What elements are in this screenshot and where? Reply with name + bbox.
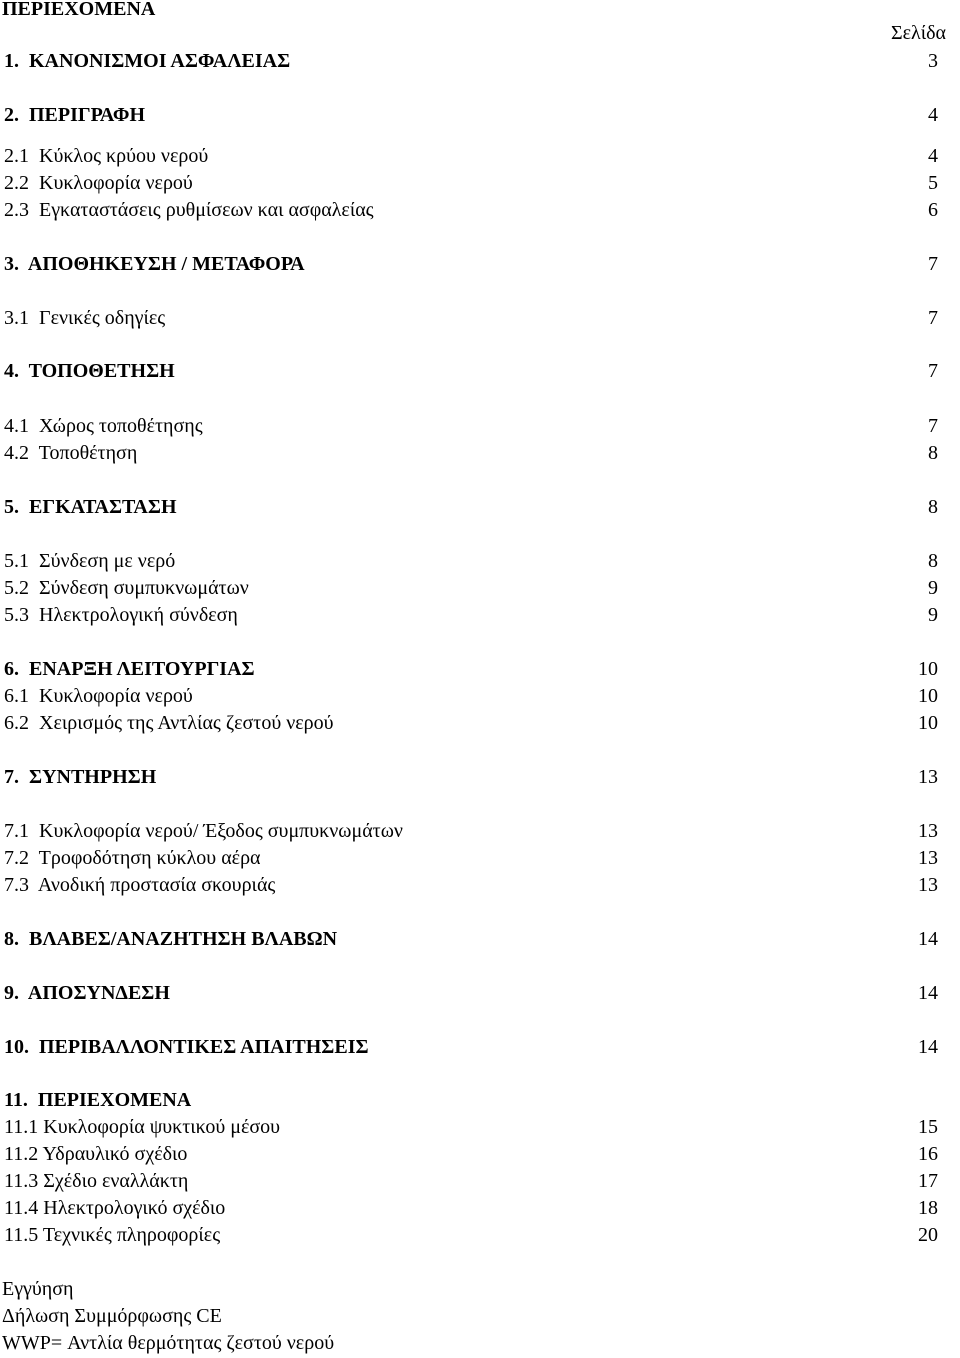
toc-entry-label: 11.1 Κυκλοφορία ψυκτικού μέσου bbox=[4, 1116, 281, 1138]
toc-entry-label: 3. ΑΠΟΘΗΚΕΥΣΗ / ΜΕΤΑΦΟΡΑ bbox=[4, 253, 305, 275]
toc-entry-label: 11. ΠΕΡΙΕΧΟΜΕΝΑ bbox=[4, 1089, 192, 1111]
toc-entry-page: 4 bbox=[928, 145, 938, 167]
toc-entry bbox=[0, 845, 960, 871]
toc-entry-label: 5.2 Σύνδεση συμπυκνωμάτων bbox=[4, 577, 249, 599]
toc-entry-label: 9. ΑΠΟΣΥΝΔΕΣΗ bbox=[4, 982, 170, 1004]
toc-entry bbox=[0, 413, 960, 439]
footer-line: Εγγύηση bbox=[2, 1278, 74, 1300]
toc-entry-page: 7 bbox=[928, 307, 938, 329]
toc-entry-label: 6.2 Χειρισμός της Αντλίας ζεστού νερού bbox=[4, 712, 334, 734]
toc-entry-page: 9 bbox=[928, 577, 938, 599]
toc-entry bbox=[0, 1222, 960, 1248]
toc-entry-label: 2.2 Κυκλοφορία νερού bbox=[4, 172, 193, 194]
toc-entry-label: 4.1 Χώρος τοποθέτησης bbox=[4, 415, 203, 437]
toc-entry-page: 20 bbox=[918, 1224, 938, 1246]
toc-entry-label: 11.3 Σχέδιο εναλλάκτη bbox=[4, 1170, 189, 1192]
toc-entry bbox=[0, 1195, 960, 1221]
toc-entry-page: 8 bbox=[928, 442, 938, 464]
toc-entry-label: 4.2 Τοποθέτηση bbox=[4, 442, 138, 464]
toc-entry-page: 13 bbox=[918, 820, 938, 842]
toc-entry-page: 18 bbox=[918, 1197, 938, 1219]
toc-entry bbox=[0, 764, 960, 790]
footer-line: WWP= Αντλία θερμότητας ζεστού νερού bbox=[2, 1332, 335, 1354]
toc-entry-page: 10 bbox=[918, 685, 938, 707]
toc-entry bbox=[0, 170, 960, 196]
toc-entry bbox=[0, 872, 960, 898]
toc-entry-page: 13 bbox=[918, 874, 938, 896]
toc-entry-page: 15 bbox=[918, 1116, 938, 1138]
toc-entry-label: 10. ΠΕΡΙΒΑΛΛΟΝΤΙΚΕΣ ΑΠΑΙΤΗΣΕΙΣ bbox=[4, 1036, 369, 1058]
toc-entry-label: 6. ΕΝΑΡΞΗ ΛΕΙΤΟΥΡΓΙΑΣ bbox=[4, 658, 255, 680]
toc-entry-page: 9 bbox=[928, 604, 938, 626]
toc-entry-page: 14 bbox=[918, 928, 938, 950]
toc-entry-label: 6.1 Κυκλοφορία νερού bbox=[4, 685, 193, 707]
footer-line: Δήλωση Συμμόρφωσης CE bbox=[2, 1305, 222, 1327]
toc-entry-label: 11.5 Τεχνικές πληροφορίες bbox=[4, 1224, 221, 1246]
toc-entry bbox=[0, 1114, 960, 1140]
toc-entry-page: 7 bbox=[928, 253, 938, 275]
toc-entry-label: 8. ΒΛΑΒΕΣ/ΑΝΑΖΗΤΗΣΗ ΒΛΑΒΩΝ bbox=[4, 928, 338, 950]
toc-entry bbox=[0, 1034, 960, 1060]
toc-entry bbox=[0, 143, 960, 169]
toc-entry-label: 5.3 Ηλεκτρολογική σύνδεση bbox=[4, 604, 238, 626]
toc-entry bbox=[0, 440, 960, 466]
toc-entry-page: 7 bbox=[928, 360, 938, 382]
toc-entry-page: 4 bbox=[928, 104, 938, 126]
toc-entry bbox=[0, 1168, 960, 1194]
toc-entry bbox=[0, 48, 960, 74]
toc-entry-page: 7 bbox=[928, 415, 938, 437]
toc-entry bbox=[0, 683, 960, 709]
toc-entry-page: 6 bbox=[928, 199, 938, 221]
toc-entry-label: 3.1 Γενικές οδηγίες bbox=[4, 307, 166, 329]
toc-entry bbox=[0, 980, 960, 1006]
toc-entry-label: 7. ΣΥΝΤΗΡΗΣΗ bbox=[4, 766, 157, 788]
toc-entry-page: 14 bbox=[918, 1036, 938, 1058]
toc-entry-page: 5 bbox=[928, 172, 938, 194]
toc-entry bbox=[0, 656, 960, 682]
toc-entry-label: 7.2 Τροφοδότηση κύκλου αέρα bbox=[4, 847, 261, 869]
toc-entry-label: 1. ΚΑΝΟΝΙΣΜΟΙ ΑΣΦΑΛΕΙΑΣ bbox=[4, 50, 291, 72]
toc-entry-label: 7.1 Κυκλοφορία νερού/ Έξοδος συμπυκνωμάτων bbox=[4, 820, 403, 842]
document-title: ΠΕΡΙΕΧΟΜΕΝΑ bbox=[2, 0, 156, 20]
toc-entry-page: 13 bbox=[918, 766, 938, 788]
toc-entry-label: 2.1 Κύκλος κρύου νερού bbox=[4, 145, 209, 167]
page-column-header: Σελίδα bbox=[891, 22, 947, 44]
toc-entry-label: 4. ΤΟΠΟΘΕΤΗΣΗ bbox=[4, 360, 175, 382]
toc-entry-label: 2. ΠΕΡΙΓΡΑΦΗ bbox=[4, 104, 146, 126]
toc-entry-label: 5. ΕΓΚΑΤΑΣΤΑΣΗ bbox=[4, 496, 177, 518]
toc-entry-page: 16 bbox=[918, 1143, 938, 1165]
toc-entry bbox=[0, 494, 960, 520]
toc-entry-page: 13 bbox=[918, 847, 938, 869]
toc-entry-page: 10 bbox=[918, 658, 938, 680]
toc-entry bbox=[0, 602, 960, 628]
toc-entry-label: 2.3 Εγκαταστάσεις ρυθμίσεων και ασφαλείας bbox=[4, 199, 374, 221]
toc-entry-page: 3 bbox=[928, 50, 938, 72]
toc-entry bbox=[0, 575, 960, 601]
toc-entry bbox=[0, 548, 960, 574]
toc-entry bbox=[0, 305, 960, 331]
toc-entry bbox=[0, 926, 960, 952]
toc-entry-page: 14 bbox=[918, 982, 938, 1004]
toc-entry-page: 17 bbox=[918, 1170, 938, 1192]
toc-entry-label: 11.2 Υδραυλικό σχέδιο bbox=[4, 1143, 188, 1165]
toc-entry bbox=[0, 197, 960, 223]
toc-entry bbox=[0, 251, 960, 277]
toc-entry bbox=[0, 102, 960, 128]
toc-entry bbox=[0, 1141, 960, 1167]
toc-entry bbox=[0, 358, 960, 384]
toc-entry-page: 8 bbox=[928, 496, 938, 518]
toc-entry-label: 7.3 Ανοδική προστασία σκουριάς bbox=[4, 874, 276, 896]
toc-entry bbox=[0, 710, 960, 736]
toc-entry-label: 11.4 Ηλεκτρολογικό σχέδιο bbox=[4, 1197, 226, 1219]
toc-entry bbox=[0, 818, 960, 844]
toc-entry-page: 8 bbox=[928, 550, 938, 572]
toc-entry bbox=[0, 1087, 960, 1113]
toc-entry-page: 10 bbox=[918, 712, 938, 734]
toc-entry-label: 5.1 Σύνδεση με νερό bbox=[4, 550, 176, 572]
